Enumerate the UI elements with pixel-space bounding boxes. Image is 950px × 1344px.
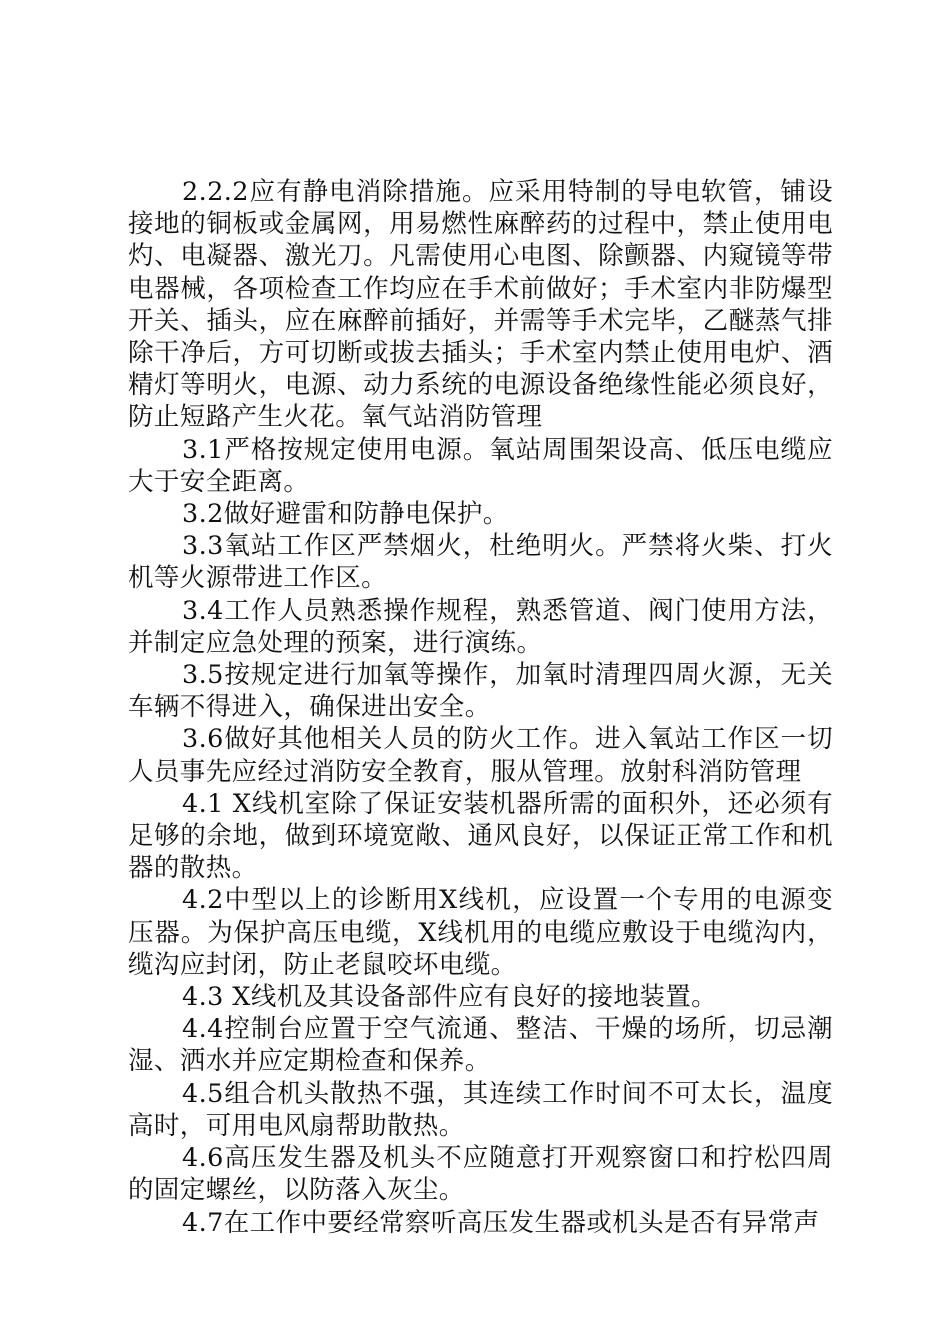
paragraph-3-4: 3.4工作人员熟悉操作规程，熟悉管道、阀门使用方法，并制定应急处理的预案，进行演练。: [128, 595, 833, 658]
paragraph-4-6: 4.6高压发生器及机头不应随意打开观察窗口和拧松四周的固定螺丝，以防落入灰尘。: [128, 1143, 833, 1206]
document-page: [128, 176, 833, 1239]
paragraph-4-5: 4.5组合机头散热不强，其连续工作时间不可太长，温度高时，可用电风扇帮助散热。: [128, 1078, 833, 1141]
paragraph-3-2: 3.2做好避雷和防静电保护。: [182, 499, 509, 530]
paragraph-4-3: 4.3 X线机及其设备部件应有良好的接地装置。: [182, 982, 718, 1013]
paragraph-4-2: 4.2中型以上的诊断用X线机，应设置一个专用的电源变压器。为保护高压电缆，X线机用的电缆应敷设于电缆沟内，缆沟应封闭，防止老鼠咬坏电缆。: [128, 885, 833, 980]
paragraph-4-4: 4.4控制台应置于空气流通、整洁、干燥的场所，切忌潮湿、洒水并应定期检查和保养。: [128, 1014, 833, 1077]
paragraph-3-5: 3.5按规定进行加氧等操作，加氧时清理四周火源，无关车辆不得进入，确保进出安全。: [128, 660, 833, 723]
paragraph-3-6: 3.6做好其他相关人员的防火工作。进入氧站工作区一切人员事先应经过消防安全教育，服从管理。放射科消防管理: [128, 724, 833, 787]
paragraph-4-7: 4.7在工作中要经常察听高压发生器或机头是否有异常声: [182, 1207, 820, 1238]
paragraph-4-1: 4.1 X线机室除了保证安装机器所需的面积外，还必须有足够的余地，做到环境宽敞、通风良好，以保证正常工作和机器的散热。: [128, 788, 833, 884]
paragraph-3-3: 3.3氧站工作区严禁烟火，杜绝明火。严禁将火柴、打火机等火源带进工作区。: [128, 531, 833, 594]
paragraph-2-2-2: 2.2.2应有静电消除措施。应采用特制的导电软管，铺设接地的铜板或金属网，用易燃性麻醉药的过程中，禁止使用电灼、电凝器、激光刀。凡需使用心电图、除颤器、内窥镜等带电器械，各项检查工作均应在手术前做好；手术室内非防爆型开关、插头，应在麻醉前插好，并需等手术完毕，乙醚蒸气排除干净后，方可切断或拔去插头；手术室内禁止使用电炉、酒精灯等明火，电源、动力系统的电源设备绝缘性能必须良好，防止短路产生火花。氧气站消防管理: [128, 177, 833, 433]
paragraph-3-1: 3.1严格按规定使用电源。氧站周围架设高、低压电缆应大于安全距离。: [128, 434, 833, 497]
